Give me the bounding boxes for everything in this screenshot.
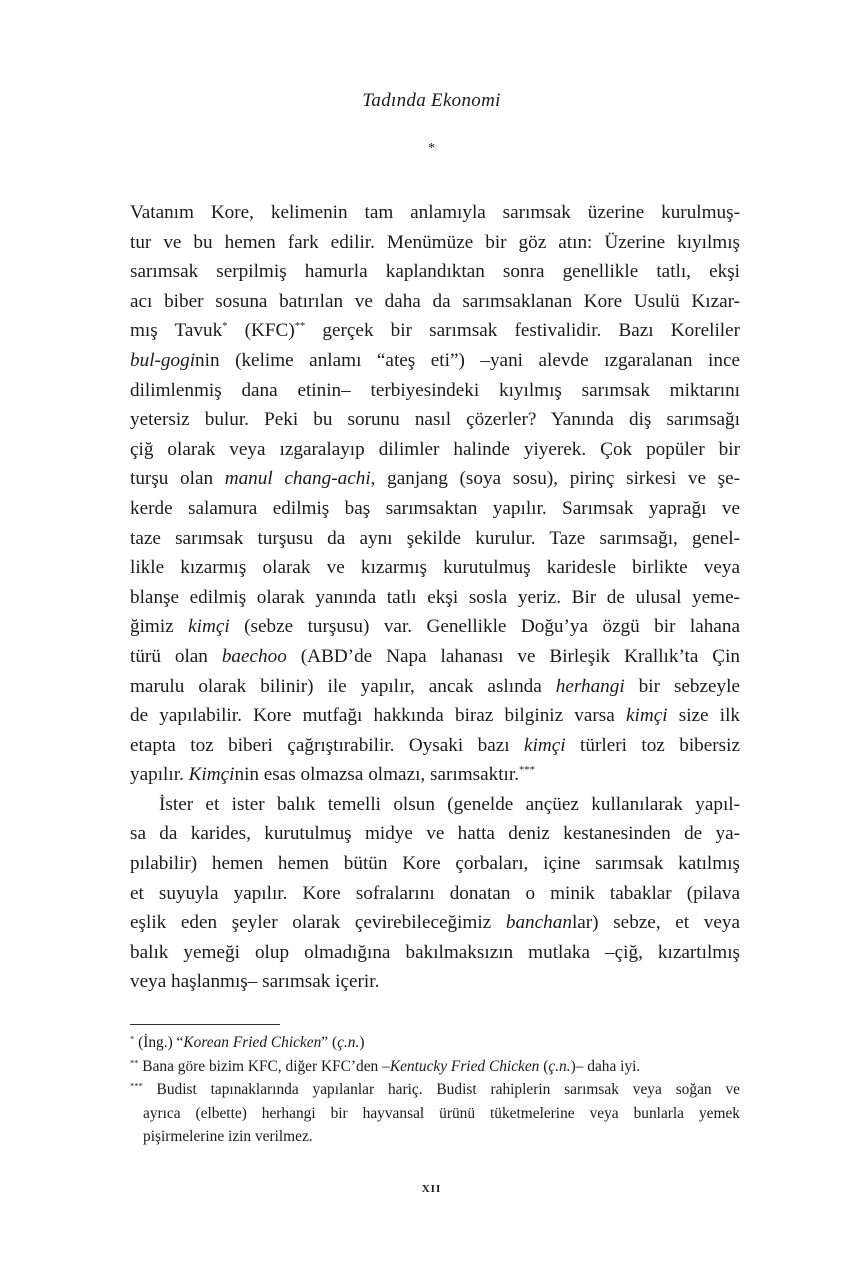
- text-line: [130, 790, 740, 820]
- italic-term: ç.n.: [548, 1057, 571, 1075]
- text-run: türü olan: [130, 645, 222, 667]
- text-run: (: [539, 1057, 549, 1075]
- italic-term: herhangi: [555, 675, 625, 697]
- italic-term: banchan: [505, 912, 572, 934]
- footnote-line: [130, 1102, 740, 1126]
- text-line: [130, 464, 740, 494]
- text-run: Vatanım Kore, kelimenin tam anlamıyla sarımsak üzerine kurulmuş-: [130, 202, 740, 223]
- italic-term: manul chang-achi: [224, 468, 371, 490]
- italic-term: Kentucky Fried Chicken: [389, 1057, 540, 1075]
- text-run: acı biber sosuna batırılan ve daha da sarımsaklanan Kore Usulü Kızar-: [130, 290, 740, 312]
- text-line: [130, 583, 740, 613]
- text-run: lar) sebze, et veya: [571, 912, 740, 934]
- text-line: [130, 701, 740, 731]
- text-line: [130, 967, 740, 997]
- text-line: [130, 494, 740, 524]
- text-run: taze sarımsak turşusu da aynı şekilde kurulur. Taze sarımsağı, genel-: [130, 527, 740, 549]
- text-run: Budist tapınaklarında yapılanlar hariç. Budist rahiplerin sarımsak veya soğan ve: [142, 1081, 740, 1098]
- paragraph-1: [130, 198, 740, 790]
- text-run: blanşe edilmiş olarak yanında tatlı ekşi sosla yeriz. Bir de ulusal yeme-: [130, 586, 740, 608]
- page-number: xii: [421, 1180, 442, 1196]
- italic-term: Korean Fried Chicken: [183, 1034, 322, 1051]
- text-run: sarımsak serpilmiş hamurla kaplandıktan sonra genellikle tatlı, ekşi: [130, 261, 740, 283]
- text-run: nin esas olmazsa olmazı, sarımsaktır.: [234, 764, 520, 786]
- text-run: pılabilir) hemen hemen bütün Kore çorbaları, içine sarımsak katılmış: [130, 853, 740, 875]
- footnote-list: [130, 1031, 740, 1149]
- footnote-line: [130, 1125, 740, 1149]
- text-run: yapılır.: [130, 764, 189, 786]
- text-line: [130, 287, 740, 317]
- text-run: ğimiz: [130, 616, 189, 638]
- italic-term: baechoo: [221, 645, 287, 667]
- text-run: ): [359, 1034, 365, 1051]
- text-run: kerde salamura edilmiş baş sarımsaktan yapılır. Sarımsak yaprağı ve: [130, 497, 740, 519]
- text-run: gerçek bir sarımsak festivalidir. Bazı Koreliler: [305, 320, 741, 342]
- text-run: mış Tavuk: [130, 320, 223, 342]
- running-head: Tadında Ekonomi: [362, 90, 501, 111]
- footnote-line: [130, 1055, 740, 1079]
- text-run: (İng.) “: [134, 1034, 184, 1051]
- text-run: Bana göre bizim KFC, diğer KFC’den –: [138, 1057, 390, 1075]
- text-line: [130, 642, 740, 672]
- text-line: [130, 435, 740, 465]
- text-run: ayrıca (elbette) herhangi bir hayvansal ürünü tüketmelerine veya bunlarla yemek: [143, 1104, 740, 1122]
- text-run: marulu olarak bilinir) ile yapılır, ancak aslında: [130, 675, 556, 697]
- footnote-line: [130, 1078, 740, 1102]
- text-run: et suyuyla yapılır. Kore sofralarını donatan o minik tabaklar (pilava: [130, 882, 740, 904]
- text-line: [130, 819, 740, 849]
- text-run: (KFC): [227, 320, 295, 342]
- text-run: İster et ister balık temelli olsun (genelde ançüez kullanılarak yapıl-: [159, 793, 740, 815]
- text-run: nin (kelime anlamı “ateş eti”) –yani alevde ızgaralanan ince: [195, 349, 740, 371]
- text-line: [130, 346, 740, 376]
- text-run: sa da karides, kurutulmuş midye ve hatta deniz kestanesinden de ya-: [130, 823, 740, 845]
- italic-term: kimçi: [188, 616, 230, 638]
- text-line: [130, 316, 740, 346]
- footnote-line: [130, 1031, 740, 1055]
- text-line: [130, 376, 740, 406]
- text-line: [130, 524, 740, 554]
- footnote-marker: ***: [519, 765, 535, 777]
- text-line: [130, 228, 740, 258]
- text-run: likle kızarmış olarak ve kızarmış kurutulmuş karidesle birlikte veya: [130, 557, 740, 579]
- text-line: [130, 553, 740, 583]
- paragraph-2: [130, 790, 740, 997]
- text-line: [130, 672, 740, 702]
- text-run: pişirmelerine izin verilmez.: [143, 1128, 313, 1145]
- text-run: balık yemeği olup olmadığına bakılmaksızın mutlaka –çiğ, kızartılmış: [130, 941, 740, 963]
- text-line: [130, 612, 740, 642]
- footnote-rule: [130, 1024, 280, 1025]
- text-run: türleri toz bibersiz: [565, 734, 740, 756]
- body-text: [130, 198, 740, 997]
- text-line: [130, 731, 740, 761]
- text-run: (sebze turşusu) var. Genellikle Doğu’ya özgü bir lahana: [229, 616, 740, 638]
- footnote-marker: *: [222, 321, 228, 333]
- text-line: [130, 405, 740, 435]
- text-run: bir sebzeyle: [624, 675, 740, 697]
- text-line: [130, 938, 740, 968]
- text-line: [130, 257, 740, 287]
- text-run: size ilk: [667, 705, 740, 727]
- text-line: [130, 879, 740, 909]
- text-run: de yapılabilir. Kore mutfağı hakkında biraz bilginiz varsa: [130, 705, 626, 727]
- italic-term: ç.n.: [337, 1034, 360, 1051]
- italic-term: kimçi: [524, 734, 566, 756]
- text-run: eşlik eden şeyler olarak çevirebileceğimiz: [130, 912, 506, 934]
- italic-term: kimçi: [625, 705, 668, 727]
- text-run: dilimlenmiş dana etinin– terbiyesindeki kıyılmış sarımsak miktarını: [130, 379, 740, 401]
- text-line: [130, 760, 740, 790]
- footnote-marker: **: [294, 321, 306, 333]
- footnote-marker: **: [130, 1057, 139, 1067]
- text-run: yetersiz bulur. Peki bu sorunu nasıl çözerler? Yanında diş sarımsağı: [130, 409, 740, 431]
- italic-term: Kimçi: [188, 764, 235, 786]
- text-line: [130, 908, 740, 938]
- text-run: veya haşlanmış– sarımsak içerir.: [130, 971, 380, 993]
- text-line: [130, 198, 740, 228]
- text-run: çiğ olarak veya ızgaralayıp dilimler halinde yiyerek. Çok popüler bir: [130, 438, 740, 460]
- text-line: [130, 849, 740, 879]
- text-run: tur ve bu hemen fark edilir. Menümüze bir göz atın: Üzerine kıyılmış: [130, 231, 740, 253]
- section-ornament: *: [428, 141, 435, 156]
- text-run: )– daha iyi.: [570, 1057, 641, 1075]
- text-run: (ABD’de Napa lahanası ve Birleşik Krallık’ta Çin: [286, 645, 740, 667]
- text-run: turşu olan: [130, 468, 225, 490]
- footnote-marker: *: [130, 1033, 135, 1044]
- footnote-marker: ***: [130, 1080, 143, 1091]
- italic-term: bul-gogi: [130, 349, 196, 371]
- text-run: ” (: [321, 1034, 338, 1051]
- text-run: , ganjang (soya sosu), pirinç sirkesi ve şe-: [370, 468, 740, 490]
- footnotes: [130, 1024, 740, 1149]
- text-run: etapta toz biberi çağrıştırabilir. Oysaki bazı: [130, 734, 525, 756]
